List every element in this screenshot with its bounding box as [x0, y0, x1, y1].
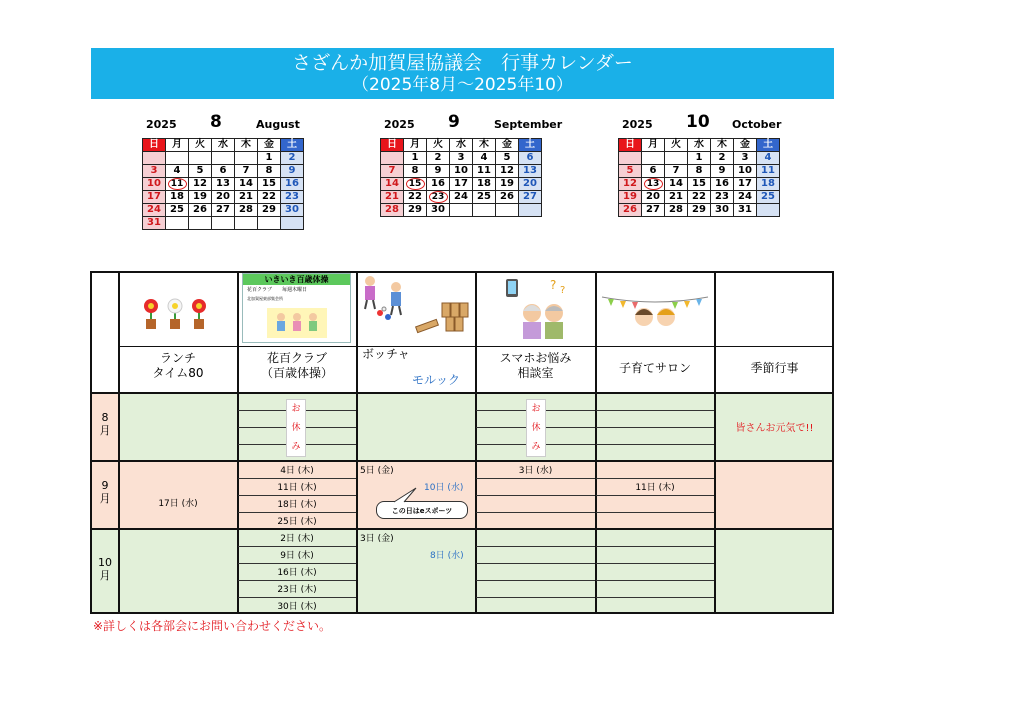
cal-month-en: September [494, 118, 563, 131]
calendar-day [143, 152, 166, 165]
calendar-day: 27 [519, 191, 542, 204]
calendar-day: 5 [189, 165, 212, 178]
calendar-day: 20 [519, 178, 542, 191]
calendar-september [380, 112, 563, 217]
kosodate-illustration [600, 293, 710, 327]
calendar-day: 3 [450, 152, 473, 165]
calendar-day [166, 152, 189, 165]
weekday-header: 日 [143, 139, 166, 152]
calendar-day: 2 [427, 152, 450, 165]
calendar-day: 15 [688, 178, 711, 191]
calendar-august [142, 112, 304, 230]
hyakusai-sep-1: 4日 (木) [280, 466, 314, 476]
boccia-caption: ボッチャ [362, 347, 410, 361]
calendar-day: 21 [665, 191, 688, 204]
flowers-illustration [140, 297, 212, 331]
hyakusai-sep-4: 25日 (木) [277, 517, 317, 527]
kosodate-caption: 子育てサロン [618, 361, 691, 375]
cal-month: 10 [686, 112, 710, 132]
calendar-day [642, 152, 665, 165]
calendar-day [189, 217, 212, 230]
calendar-day [404, 178, 427, 191]
calendar-day: 16 [427, 178, 450, 191]
calendar-day: 14 [665, 178, 688, 191]
calendar-day: 28 [381, 204, 404, 217]
smartphone-closed-tag: お 休 み [526, 399, 546, 457]
weekday-header: 水 [212, 139, 235, 152]
cal-month-en: October [732, 118, 782, 131]
calendar-day [235, 217, 258, 230]
hyakusai-oct-5: 30日 (木) [277, 602, 317, 612]
cal-year: 2025 [622, 118, 653, 131]
calendar-day: 9 [711, 165, 734, 178]
calendar-day: 26 [189, 204, 212, 217]
calendar-day: 8 [258, 165, 281, 178]
calendar-day: 28 [235, 204, 258, 217]
calendar-day: 22 [688, 191, 711, 204]
calendar-day: 4 [166, 165, 189, 178]
calendar-day: 26 [496, 191, 519, 204]
esports-balloon: この日はeスポーツ [376, 501, 468, 519]
calendar-day: 26 [619, 204, 642, 217]
calendar-day: 30 [711, 204, 734, 217]
calendar-day: 2 [711, 152, 734, 165]
calendar-day [166, 217, 189, 230]
weekday-header: 火 [189, 139, 212, 152]
calendar-table [618, 138, 780, 217]
calendar-day: 22 [404, 191, 427, 204]
weekday-header: 月 [404, 139, 427, 152]
hyakusai-sep-3: 18日 (木) [277, 500, 317, 510]
calendar-day [281, 217, 304, 230]
calendar-day: 19 [619, 191, 642, 204]
calendar-day: 25 [473, 191, 496, 204]
hyakusai-closed-tag: お 休 み [286, 399, 306, 457]
calendar-day: 3 [143, 165, 166, 178]
weekday-header: 火 [427, 139, 450, 152]
calendar-day: 12 [496, 165, 519, 178]
cal-month-en: August [256, 118, 300, 131]
calendar-day [619, 152, 642, 165]
kisetsu-aug-note: 皆さんお元気で!! [735, 423, 814, 434]
calendar-day [166, 178, 189, 191]
poster-title: いきいき百歳体操 [243, 274, 350, 285]
calendar-day: 10 [143, 178, 166, 191]
calendar-day: 6 [642, 165, 665, 178]
page-title: さざんか加賀屋協議会 行事カレンダー [292, 52, 633, 74]
calendar-day: 7 [235, 165, 258, 178]
calendar-day: 9 [281, 165, 304, 178]
molkky-oct: 8日 (水) [430, 551, 464, 561]
calendar-day: 17 [450, 178, 473, 191]
hyakusai-oct-4: 23日 (木) [277, 585, 317, 595]
cal-year: 2025 [146, 118, 177, 131]
smartphone-caption: スマホお悩み 相談室 [499, 351, 572, 380]
calendar-day: 29 [688, 204, 711, 217]
calendar-day: 30 [427, 204, 450, 217]
calendar-day: 6 [212, 165, 235, 178]
calendar-day [258, 217, 281, 230]
calendar-table [142, 138, 304, 230]
weekday-header: 水 [688, 139, 711, 152]
calendar-day: 27 [212, 204, 235, 217]
svg-text:?: ? [550, 278, 557, 292]
title-banner [91, 48, 834, 99]
weekday-header: 日 [619, 139, 642, 152]
calendar-day: 21 [235, 191, 258, 204]
calendar-october [618, 112, 780, 217]
calendar-day: 17 [143, 191, 166, 204]
weekday-header: 金 [258, 139, 281, 152]
month-label-sep: 9 月 [99, 479, 111, 505]
calendar-day: 25 [166, 204, 189, 217]
calendar-day: 23 [711, 191, 734, 204]
weekday-header: 土 [281, 139, 304, 152]
weekday-header: 月 [166, 139, 189, 152]
calendar-day: 4 [757, 152, 780, 165]
weekday-header: 木 [473, 139, 496, 152]
weekday-header: 日 [381, 139, 404, 152]
calendar-day: 9 [427, 165, 450, 178]
smartphone-illustration [498, 275, 578, 343]
calendar-day: 2 [281, 152, 304, 165]
calendar-day [235, 152, 258, 165]
calendar-day: 5 [619, 165, 642, 178]
circled-day: 23 [429, 191, 448, 203]
calendar-day [519, 204, 542, 217]
program-grid [90, 271, 834, 614]
poster-line1: 花百クラブ 毎週木曜日 [247, 287, 308, 293]
calendar-day [212, 217, 235, 230]
calendar-day: 6 [519, 152, 542, 165]
hyakusai-caption: 花百クラブ （百歳体操） [260, 351, 333, 380]
calendar-day: 21 [381, 191, 404, 204]
svg-text:?: ? [560, 285, 566, 296]
calendar-day [450, 204, 473, 217]
calendar-day [427, 191, 450, 204]
calendar-day: 8 [404, 165, 427, 178]
calendar-table [380, 138, 542, 217]
molkky-sep: 10日 (水) [424, 483, 464, 493]
lunch-sep: 17日 (水) [158, 499, 198, 509]
calendar-day: 24 [450, 191, 473, 204]
weekday-header: 火 [665, 139, 688, 152]
footer-note: ※詳しくは各部会にお問い合わせください。 [93, 619, 332, 633]
calendar-day: 18 [757, 178, 780, 191]
calendar-day: 7 [381, 165, 404, 178]
calendar-day [473, 204, 496, 217]
balloon-pointer [390, 486, 420, 504]
cal-year: 2025 [384, 118, 415, 131]
calendar-day: 19 [496, 178, 519, 191]
calendar-day: 5 [496, 152, 519, 165]
calendar-day: 14 [381, 178, 404, 191]
calendar-day: 8 [688, 165, 711, 178]
molkky-caption: モルック [412, 373, 461, 387]
calendar-day: 7 [665, 165, 688, 178]
weekday-header: 土 [519, 139, 542, 152]
calendar-day: 28 [665, 204, 688, 217]
calendar-day [381, 152, 404, 165]
calendar-day: 17 [734, 178, 757, 191]
page-subtitle: （2025年8月～2025年10） [352, 75, 573, 95]
boccia-molkky-illustration [360, 273, 472, 343]
weekday-header: 金 [496, 139, 519, 152]
calendar-day: 11 [473, 165, 496, 178]
circled-day: 15 [406, 178, 425, 190]
calendar-day: 10 [734, 165, 757, 178]
cal-month: 8 [210, 112, 222, 132]
calendar-day: 16 [281, 178, 304, 191]
calendar-day: 1 [258, 152, 281, 165]
lunch-caption: ランチ タイム80 [152, 351, 204, 380]
calendar-day: 20 [642, 191, 665, 204]
calendar-day: 14 [235, 178, 258, 191]
calendar-day: 1 [688, 152, 711, 165]
weekday-header: 月 [642, 139, 665, 152]
calendar-day: 29 [404, 204, 427, 217]
smartphone-sep: 3日 (水) [518, 466, 553, 476]
weekday-header: 金 [734, 139, 757, 152]
weekday-header: 木 [235, 139, 258, 152]
calendar-day: 11 [757, 165, 780, 178]
weekday-header: 土 [757, 139, 780, 152]
calendar-day: 3 [734, 152, 757, 165]
boccia-sep: 5日 (金) [360, 466, 394, 476]
calendar-day [496, 204, 519, 217]
calendar-day: 20 [212, 191, 235, 204]
cal-month: 9 [448, 112, 460, 132]
calendar-day: 4 [473, 152, 496, 165]
month-label-aug: 8 月 [99, 411, 111, 437]
calendar-day: 19 [189, 191, 212, 204]
poster-line2: 北加賀屋東部集会所 [247, 296, 283, 301]
calendar-day: 13 [519, 165, 542, 178]
calendar-day: 18 [166, 191, 189, 204]
calendar-day: 24 [734, 191, 757, 204]
calendar-day: 29 [258, 204, 281, 217]
calendar-day [212, 152, 235, 165]
circled-day: 11 [168, 178, 187, 190]
calendar-day: 15 [258, 178, 281, 191]
boccia-oct: 3日 (金) [360, 534, 394, 544]
hyakusai-oct-3: 16日 (木) [277, 568, 317, 578]
kosodate-sep: 11日 (木) [635, 483, 675, 493]
weekday-header: 木 [711, 139, 734, 152]
calendar-day [665, 152, 688, 165]
calendar-day: 23 [281, 191, 304, 204]
calendar-day: 12 [619, 178, 642, 191]
hyakusai-sep-2: 11日 (木) [277, 483, 317, 493]
calendar-day: 13 [212, 178, 235, 191]
hyakusai-oct-2: 9日 (木) [280, 551, 314, 561]
calendar-day [642, 178, 665, 191]
calendar-day [757, 204, 780, 217]
hyakusai-oct-1: 2日 (木) [280, 534, 314, 544]
calendar-day: 31 [143, 217, 166, 230]
hyakusai-poster [242, 273, 351, 343]
calendar-day: 30 [281, 204, 304, 217]
calendar-day: 10 [450, 165, 473, 178]
calendar-day: 18 [473, 178, 496, 191]
weekday-header: 水 [450, 139, 473, 152]
circled-day: 13 [644, 178, 663, 190]
calendar-day: 22 [258, 191, 281, 204]
calendar-day: 27 [642, 204, 665, 217]
calendar-day: 1 [404, 152, 427, 165]
calendar-day: 24 [143, 204, 166, 217]
calendar-day [189, 152, 212, 165]
calendar-day: 16 [711, 178, 734, 191]
calendar-day: 12 [189, 178, 212, 191]
calendar-day: 25 [757, 191, 780, 204]
month-label-oct: 10 月 [98, 556, 112, 582]
calendar-day: 31 [734, 204, 757, 217]
kisetsu-caption: 季節行事 [750, 361, 799, 375]
